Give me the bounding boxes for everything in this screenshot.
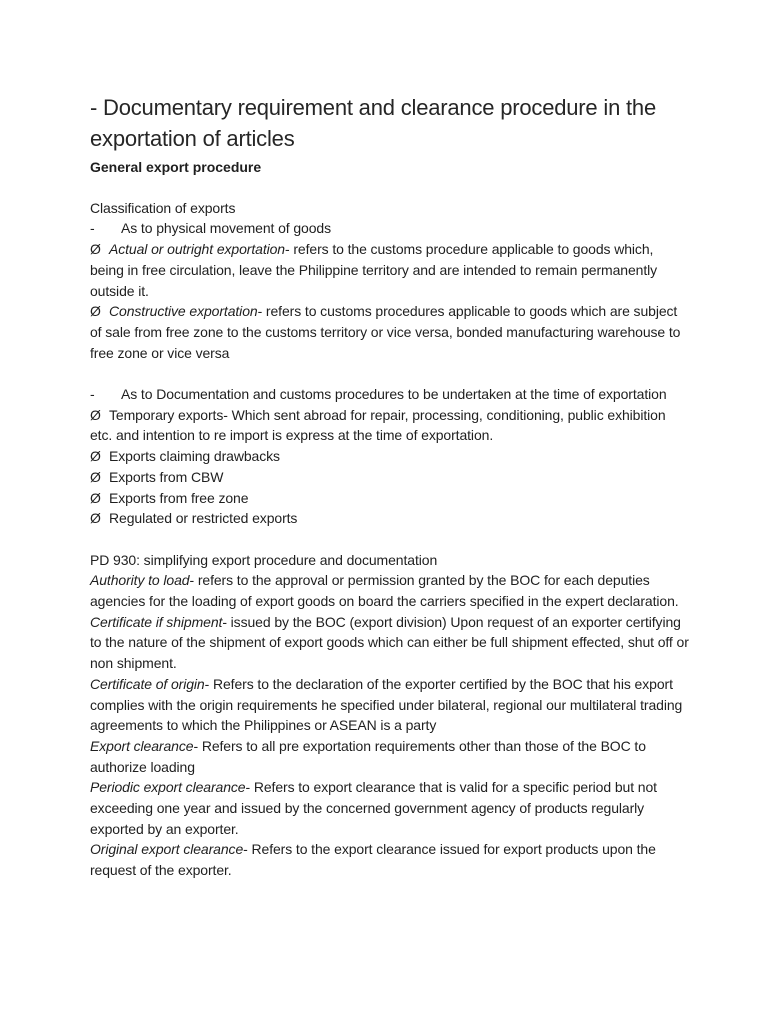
physical-movement-heading [90, 218, 690, 239]
definition-original-export-clearance [90, 839, 690, 880]
term-label: Certificate of origin [90, 675, 205, 692]
definition-export-clearance [90, 736, 690, 777]
bullet-icon: Ø [90, 489, 101, 506]
term-definition: - Refers to all pre exportation requirements other than those of the BOC to authorize loading [90, 737, 646, 775]
spacer [90, 363, 690, 384]
list-item-drawbacks [90, 446, 690, 467]
term-label: Export clearance [90, 737, 194, 754]
bullet-icon: Ø [90, 241, 101, 258]
term-definition: - refers to customs procedures applicable to goods which are subject of sale from free zone to the customs territory or vice versa, bonded manufacturing warehouse to free zone or vice versa [90, 303, 681, 361]
bullet-icon: Ø [90, 406, 101, 423]
list-item-cbw [90, 467, 690, 488]
bullet-icon: Ø [90, 468, 101, 485]
list-item-actual-exportation [90, 239, 690, 301]
bullet-icon: Ø [90, 510, 101, 527]
spacer [90, 529, 690, 550]
term-label: Actual or outright exportation [109, 241, 285, 258]
section-subtitle: General export procedure [90, 159, 262, 175]
document-title: - Documentary requirement and clearance procedure in the exportation of articles [90, 95, 656, 151]
definition-authority-to-load [90, 570, 690, 611]
term-definition: - Refers to export clearance that is valid for a specific period but not exceeding one year and issued by the concerned government agency of products regularly exported by an exporter. [90, 779, 657, 837]
term-label: Certificate if shipment [90, 613, 223, 630]
document-body [90, 92, 690, 881]
term-label: Periodic export clearance [90, 779, 246, 796]
term-label: Constructive exportation [109, 303, 258, 320]
dash-marker: - [90, 386, 95, 402]
documentation-heading-text: As to Documentation and customs procedures to be undertaken at the time of exportation [121, 386, 667, 402]
list-item-temporary-exports [90, 405, 690, 446]
list-item-regulated [90, 508, 690, 529]
term-definition: - issued by the BOC (export division) Upon request of an exporter certifying to the nature of the shipment of export goods which can either be full shipment effected, shut off or non shipment. [90, 613, 689, 672]
documentation-heading [90, 384, 690, 405]
dash-marker: - [90, 220, 95, 237]
term-definition: - refers to the customs procedure applicable to goods which, being in free circulation, leave the Philippine territory and are intended to remain permanently outside it. [90, 241, 658, 299]
definition-periodic-export-clearance [90, 777, 690, 839]
list-item-free-zone [90, 488, 690, 509]
list-item-text: Temporary exports- Which sent abroad for repair, processing, conditioning, public exhibition etc. and intention to re import is express at the time of exportation. [90, 406, 666, 444]
pd-930-heading: PD 930: simplifying export procedure and documentation [90, 551, 438, 568]
term-definition: - Refers to the export clearance issued for export products upon the request of the exporter. [90, 841, 656, 879]
classification-heading: Classification of exports [90, 199, 236, 216]
term-definition: - refers to the approval or permission granted by the BOC for each deputies agencies for the loading of export goods on board the carriers specified in the expert declaration. [90, 572, 679, 610]
term-label: Authority to load [90, 572, 190, 589]
term-label: Original export clearance [90, 841, 244, 858]
term-definition: - Refers to the declaration of the exporter certified by the BOC that his export complies with the origin requirements he specified under bilateral, regional our multilateral trading agreements to which the Philippines or ASEAN is a party [90, 675, 683, 734]
list-item-text: Exports from free zone [109, 489, 249, 506]
spacer [90, 177, 690, 198]
definition-certificate-of-shipment [90, 612, 690, 674]
definition-certificate-of-origin [90, 674, 690, 736]
list-item-text: Regulated or restricted exports [109, 510, 298, 527]
bullet-icon: Ø [90, 448, 101, 465]
list-item-text: Exports claiming drawbacks [109, 448, 280, 465]
physical-movement-heading-text: As to physical movement of goods [121, 220, 332, 237]
list-item-text: Exports from CBW [109, 468, 224, 485]
list-item-constructive-exportation [90, 301, 690, 363]
bullet-icon: Ø [90, 303, 101, 320]
